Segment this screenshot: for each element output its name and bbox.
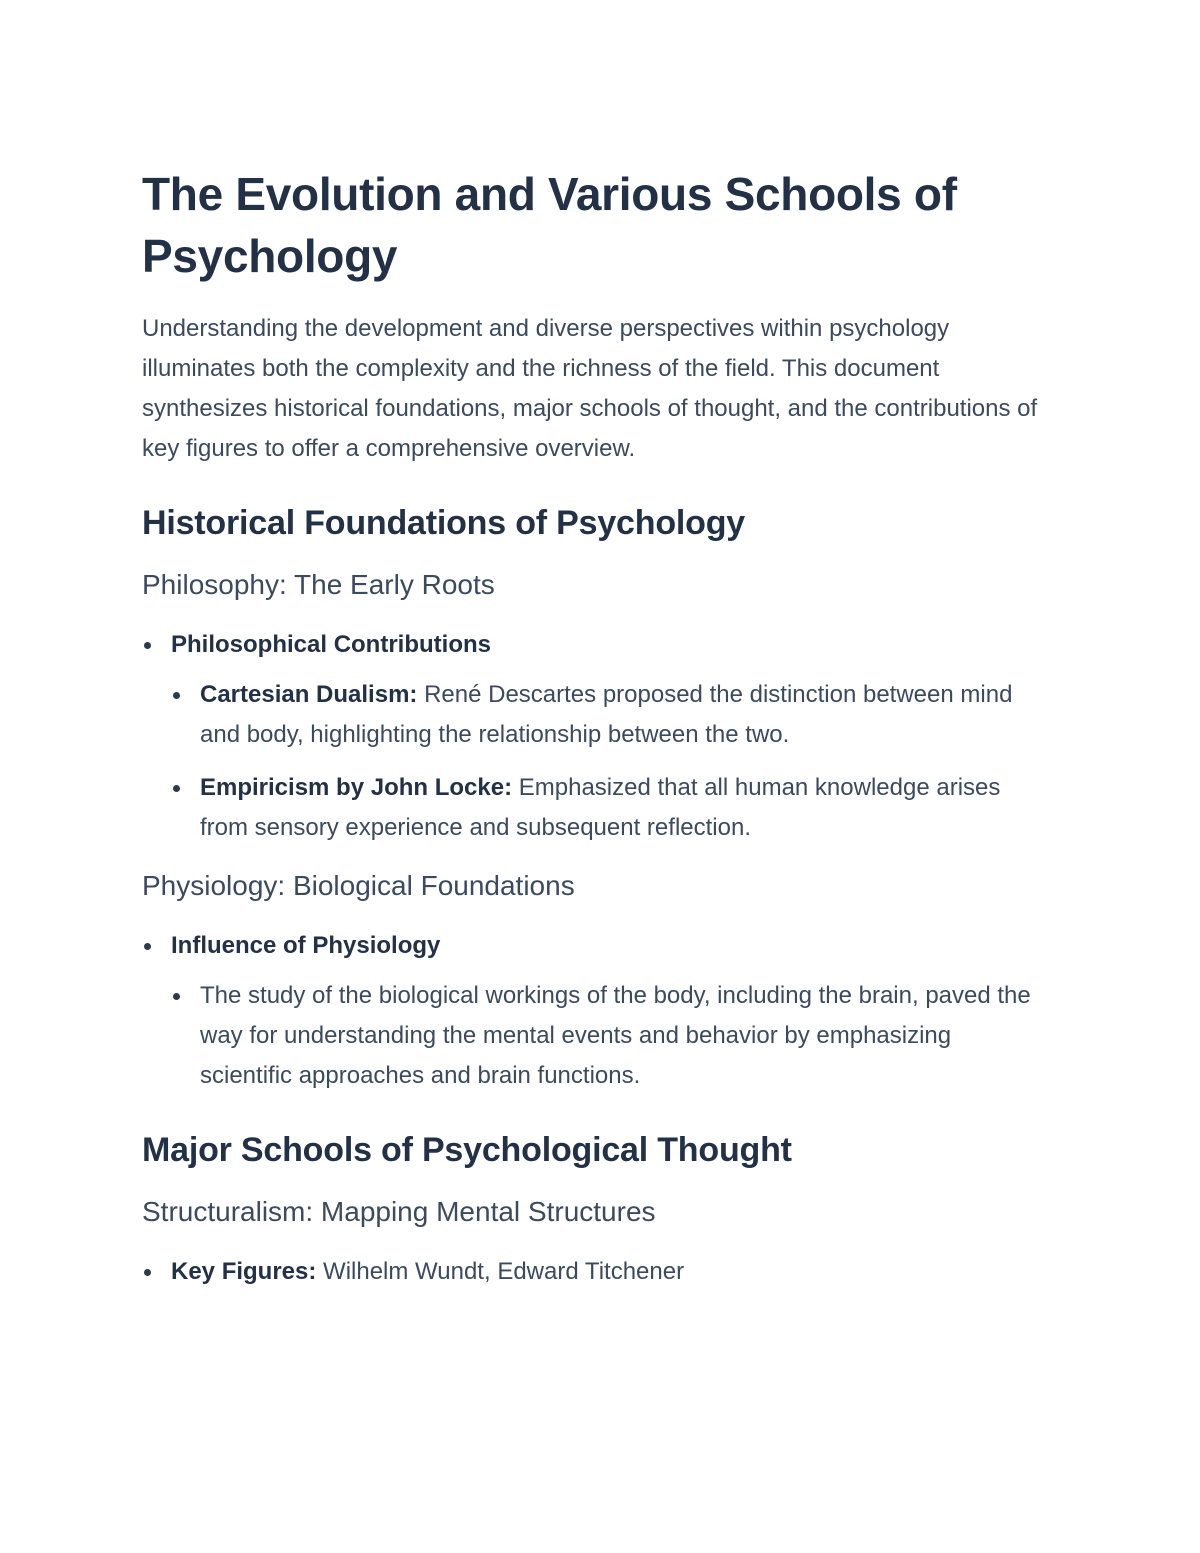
philosophy-list [142,625,1042,848]
bullet-icon [173,692,180,699]
document-title: The Evolution and Various Schools of Psychology [142,168,957,282]
bullet-icon [144,1269,151,1276]
bullet-icon [144,943,151,950]
list-item-philosophical-contributions [142,625,1042,848]
physiology-list [142,926,1042,1096]
list-item-cartesian-dualism [171,675,1042,755]
bullet-icon [173,785,180,792]
list-item-text: René Descartes proposed the distinction between mind and body, highlighting the relationship between the two. [200,681,1013,748]
list-item-empiricism [171,768,1042,848]
list-item-text: Wilhelm Wundt, Edward Titchener [316,1258,685,1285]
structuralism-list [142,1252,1042,1292]
list-item-term: Cartesian Dualism: [200,681,418,708]
section-heading-historical-foundations: Historical Foundations of Psychology [142,504,745,542]
intro-paragraph: Understanding the development and diverse perspectives within psychology illuminates both the complexity and the richness of the field. This document synthesizes historical foundations, major schools of thought, and the contributions of key figures to offer a comprehensive overview. [142,315,1038,462]
list-item-text: Emphasized that all human knowledge arises from sensory experience and subsequent reflection. [200,774,1001,841]
list-item-key-figures [142,1252,1042,1292]
bullet-icon [144,642,151,649]
list-item-term: Key Figures: [171,1258,317,1285]
list-item-influence-of-physiology [142,926,1042,1096]
list-item-term: Empiricism by John Locke: [200,774,513,801]
document-page [142,163,1042,1292]
subsection-heading-structuralism: Structuralism: Mapping Mental Structures [142,1196,656,1227]
subsection-heading-philosophy: Philosophy: The Early Roots [142,569,495,600]
philosophy-sublist [171,675,1042,848]
list-item-text: The study of the biological workings of the body, including the brain, paved the way for understanding the mental events and behavior by emphasizing scientific approaches and brain functions. [200,982,1031,1089]
section-heading-major-schools: Major Schools of Psychological Thought [142,1131,792,1169]
list-item-title: Philosophical Contributions [171,631,491,658]
bullet-icon [173,993,180,1000]
physiology-sublist [171,976,1042,1096]
subsection-heading-physiology: Physiology: Biological Foundations [142,870,575,901]
list-item-biological-workings [171,976,1042,1096]
list-item-title: Influence of Physiology [171,932,441,959]
